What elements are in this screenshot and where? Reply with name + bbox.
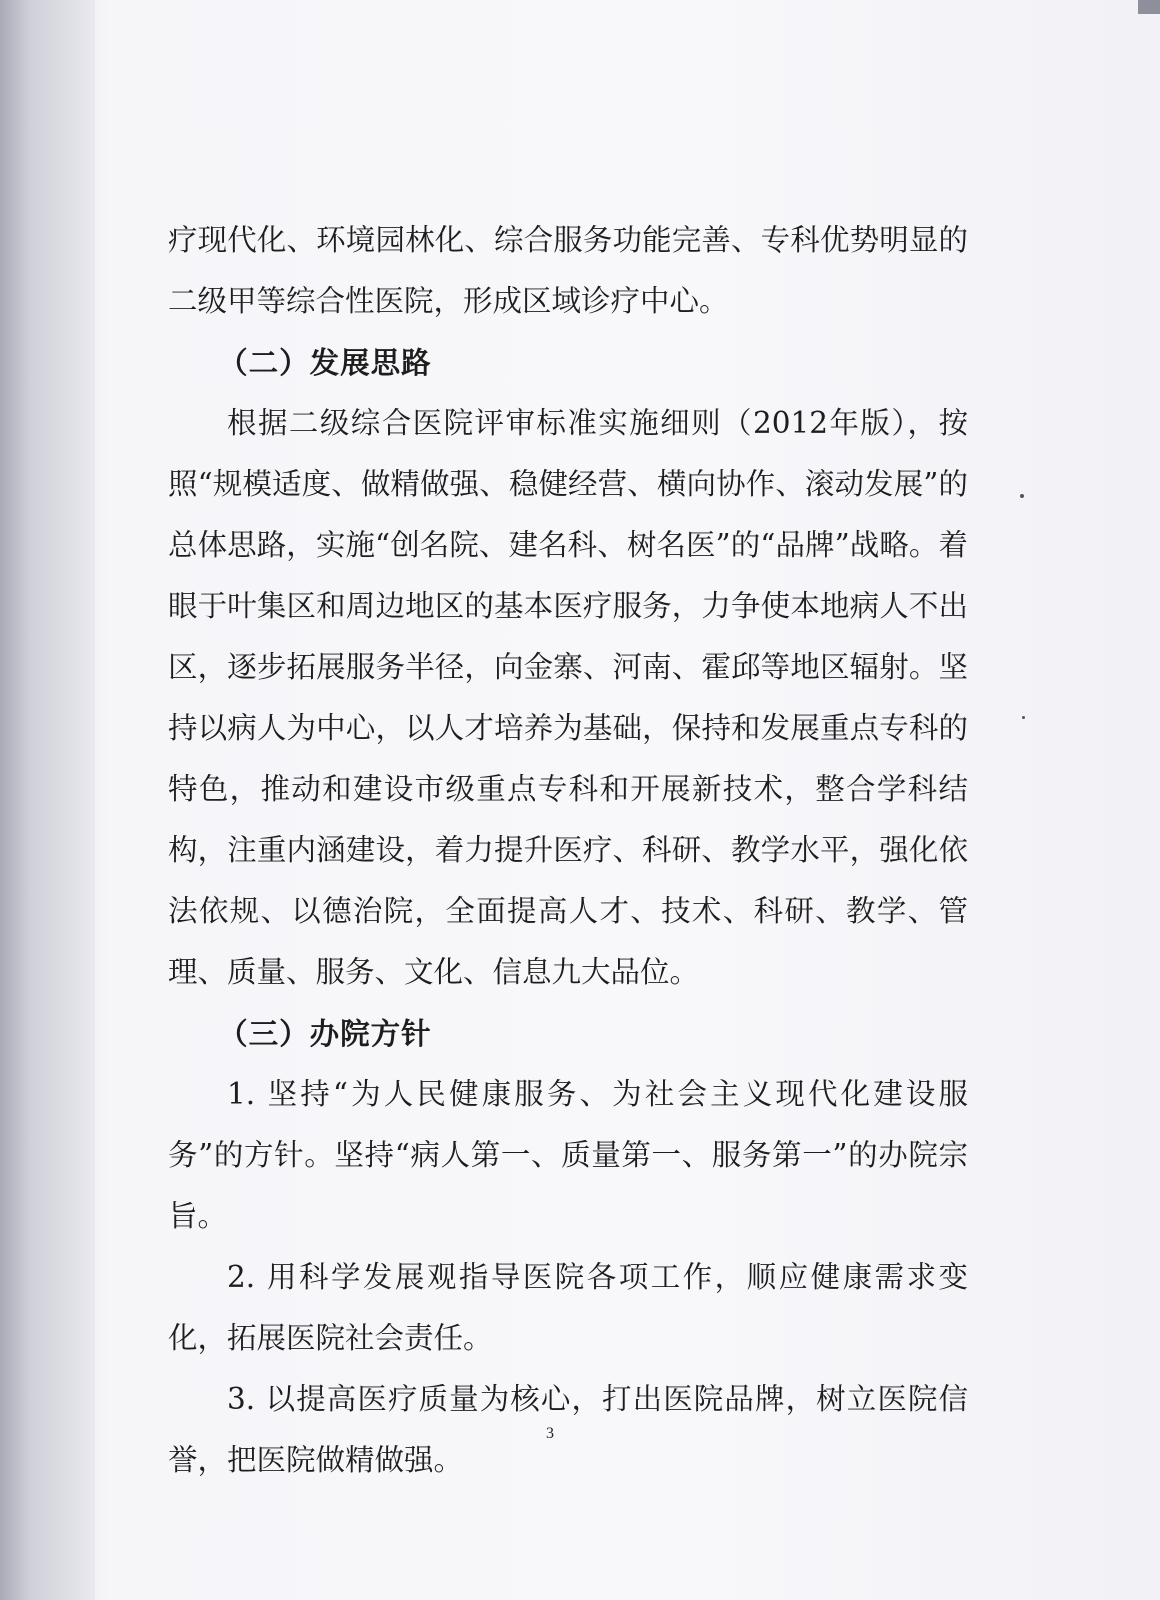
- scan-speck: [1020, 494, 1024, 498]
- paragraph-continuation: 疗现代化、环境园林化、综合服务功能完善、专科优势明显的二级甲等综合性医院，形成区域诊疗中心。: [168, 223, 968, 318]
- scan-corner: [1138, 0, 1160, 14]
- binding-shadow: [0, 0, 95, 1600]
- scan-speck: [1022, 716, 1025, 719]
- section-heading-development-approach: （二）发展思路: [218, 345, 432, 380]
- page-number: 3: [546, 1425, 554, 1442]
- policy-item-1: 1. 坚持“为人民健康服务、为社会主义现代化建设服务”的方针。坚持“病人第一、质量第一、服务第一”的办院宗旨。: [168, 1077, 968, 1233]
- paragraph-development-approach: 根据二级综合医院评审标准实施细则（2012年版），按照“规模适度、做精做强、稳健经营、横向协作、滚动发展”的总体思路，实施“创名院、建名科、树名医”的“品牌”战略。着眼于叶集区和周边地区的基本医疗服务，力争使本地病人不出区，逐步拓展服务半径，向金寨、河南、霍邱等地区辐射。坚持以病人为中心，以人才培养为基础，保持和发展重点专科的特色，推动和建设市级重点专科和开展新技术，整合学科结构，注重内涵建设，着力提升医疗、科研、教学水平，强化依法依规、以德治院，全面提高人才、技术、科研、教学、管理、质量、服务、文化、信息九大品位。: [168, 406, 968, 989]
- policy-item-2: 2. 用科学发展观指导医院各项工作，顺应健康需求变化，拓展医院社会责任。: [168, 1260, 968, 1355]
- document-body: [168, 210, 968, 1491]
- section-heading-hospital-policy: （三）办院方针: [218, 1016, 432, 1051]
- policy-item-3: 3. 以提高医疗质量为核心，打出医院品牌，树立医院信誉，把医院做精做强。: [168, 1382, 968, 1477]
